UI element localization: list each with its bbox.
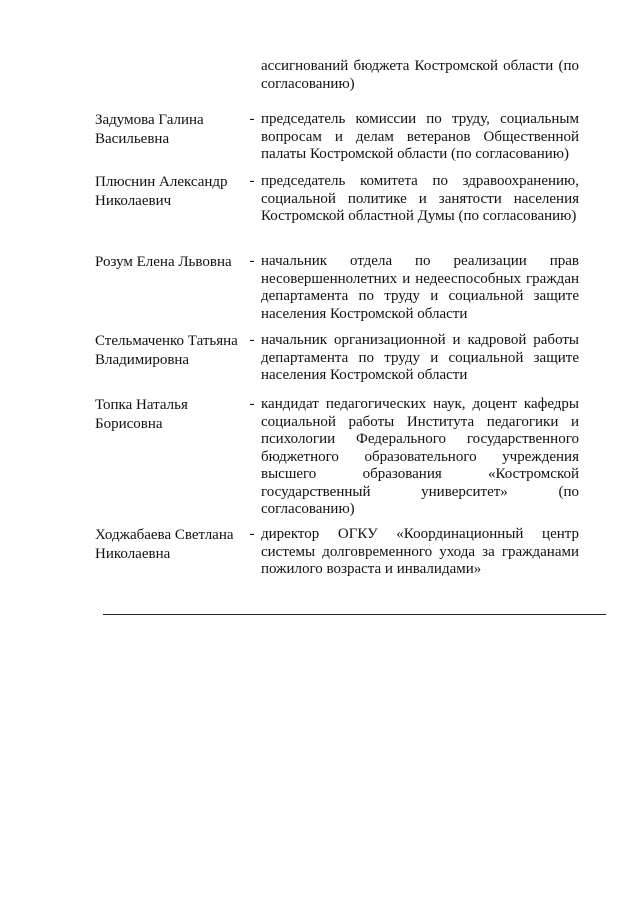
- member-name: Задумова Галина Васильевна: [95, 112, 204, 147]
- member-description: директор ОГКУ «Координационный центр системы долговременного ухода за гражданами пожилого возраста и инвалидами»: [261, 526, 579, 577]
- member-description: начальник организационной и кадровой работы департамента по труду и социальной защите населения Костромской области: [261, 332, 579, 383]
- member-name: Розум Елена Львовна: [95, 254, 232, 270]
- member-name: Стельмаченко Татьяна Владимировна: [95, 333, 238, 368]
- member-description: начальник отдела по реализации прав несовершеннолетних и недееспособных граждан департамента по труду и социальной защите населения Костромской области: [261, 253, 579, 322]
- member-description: кандидат педагогических наук, доцент кафедры социальной работы Института педагогики и психологии Федерального государственного бюджетного образовательного учреждения высшего образования «Костромской государственный университет» (по согласованию): [261, 396, 579, 517]
- dash-separator: -: [249, 111, 255, 127]
- member-name: Ходжабаева Светлана Николаевна: [95, 527, 234, 562]
- dash-separator: -: [249, 526, 255, 542]
- dash-separator: -: [249, 173, 255, 189]
- dash-separator: -: [249, 332, 255, 348]
- continued-description: ассигнований бюджета Костромской области (по согласованию): [261, 58, 579, 92]
- member-description: председатель комитета по здравоохранению, социальной политике и занятости населения Костромской областной Думы (по согласованию): [261, 173, 579, 224]
- dash-separator: -: [249, 253, 255, 269]
- closing-line: [103, 614, 606, 615]
- dash-separator: -: [249, 396, 255, 412]
- member-name: Топка Наталья Борисовна: [95, 397, 188, 432]
- member-description: председатель комиссии по труду, социальным вопросам и делам ветеранов Общественной палаты Костромской области (по согласованию): [261, 111, 579, 162]
- member-name: Плюснин Александр Николаевич: [95, 174, 228, 209]
